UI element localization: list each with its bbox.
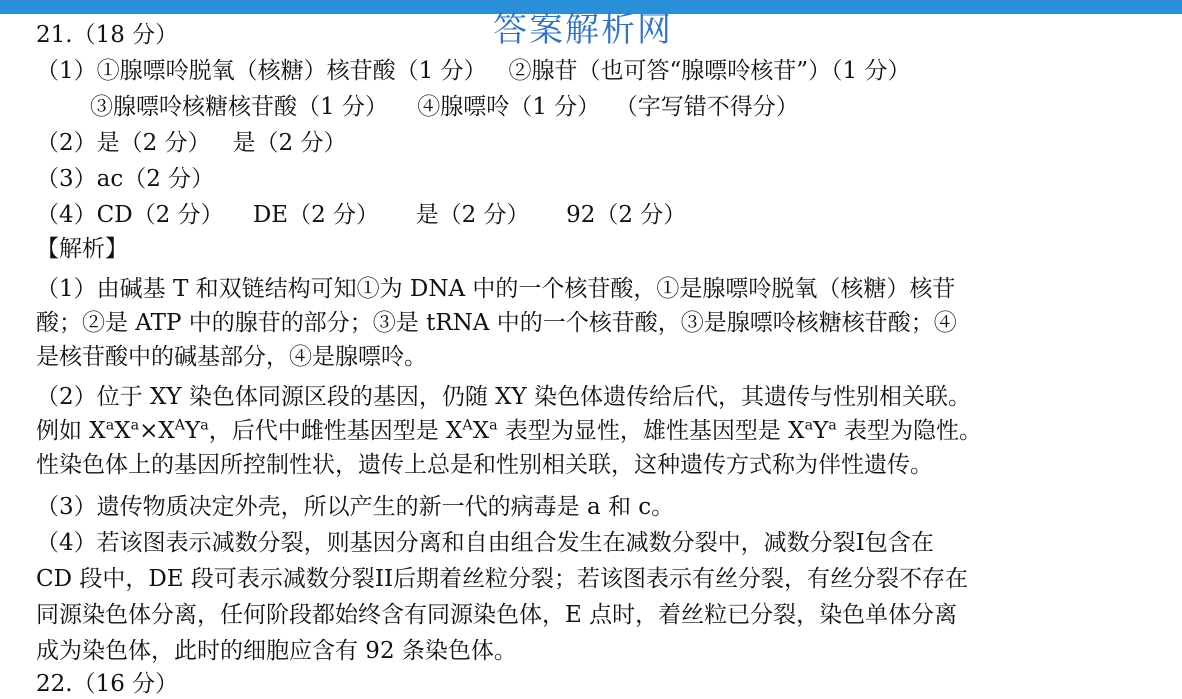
analysis-2-line-3: 性染色体上的基因所控制性状，遗传上总是和性别相关联，这种遗传方式称为伴性遗传。 <box>36 452 933 478</box>
answer-part-1-line-2: ③腺嘌呤核糖核苷酸（1 分） ④腺嘌呤（1 分） （字写错不得分） <box>90 94 799 120</box>
question-header: 21.（18 分） <box>36 22 179 48</box>
watermark-logo: 答案解析网 <box>493 10 673 50</box>
analysis-4-line-3: 同源染色体分离，任何阶段都始终含有同源染色体，E 点时，着丝粒已分裂，染色单体分离 <box>36 602 958 628</box>
answer-part-1-line-1: （1）①腺嘌呤脱氧（核糖）核苷酸（1 分） ②腺苷（也可答“腺嘌呤核苷”）（1 分） <box>36 58 911 84</box>
answer-part-3: （3）ac（2 分） <box>36 166 215 192</box>
analysis-4-line-2: CD 段中，DE 段可表示减数分裂II后期着丝粒分裂；若该图表示有丝分裂，有丝分裂不存在 <box>36 566 969 592</box>
analysis-4-line-4: 成为染色体，此时的细胞应含有 92 条染色体。 <box>36 638 517 664</box>
analysis-2-line-2: 例如 $X^aX^a\times X^AY^a$，后代中雌性基因型是 $X^AX^a$ 表型为显性，雄性基因型是 $X^aY^a$ 表型为隐性。 <box>36 417 983 444</box>
answer-part-2: （2）是（2 分） 是（2 分） <box>36 130 347 156</box>
analysis-2-line-1: （2）位于 XY 染色体同源区段的基因，仍随 XY 染色体遗传给后代，其遗传与性别相关联。 <box>36 384 971 410</box>
analysis-4-line-1: （4）若该图表示减数分裂，则基因分离和自由组合发生在减数分裂中，减数分裂I包含在 <box>36 530 934 556</box>
answer-part-4: （4）CD（2 分） DE（2 分） 是（2 分） 92（2 分） <box>36 202 687 228</box>
analysis-1-line-1: （1）由碱基 T 和双链结构可知①为 DNA 中的一个核苷酸，①是腺嘌呤脱氧（核糖）核苷 <box>36 276 956 302</box>
analysis-1-line-3: 是核苷酸中的碱基部分，④是腺嘌呤。 <box>36 344 427 370</box>
analysis-1-line-2: 酸；②是 ATP 中的腺苷的部分；③是 tRNA 中的一个核苷酸，③是腺嘌呤核糖核苷酸；④ <box>36 310 957 336</box>
analysis-title: 【解析】 <box>36 236 128 262</box>
next-question-header: 22.（16 分） <box>36 671 179 697</box>
analysis-3: （3）遗传物质决定外壳，所以产生的新一代的病毒是 a 和 c。 <box>36 494 675 520</box>
